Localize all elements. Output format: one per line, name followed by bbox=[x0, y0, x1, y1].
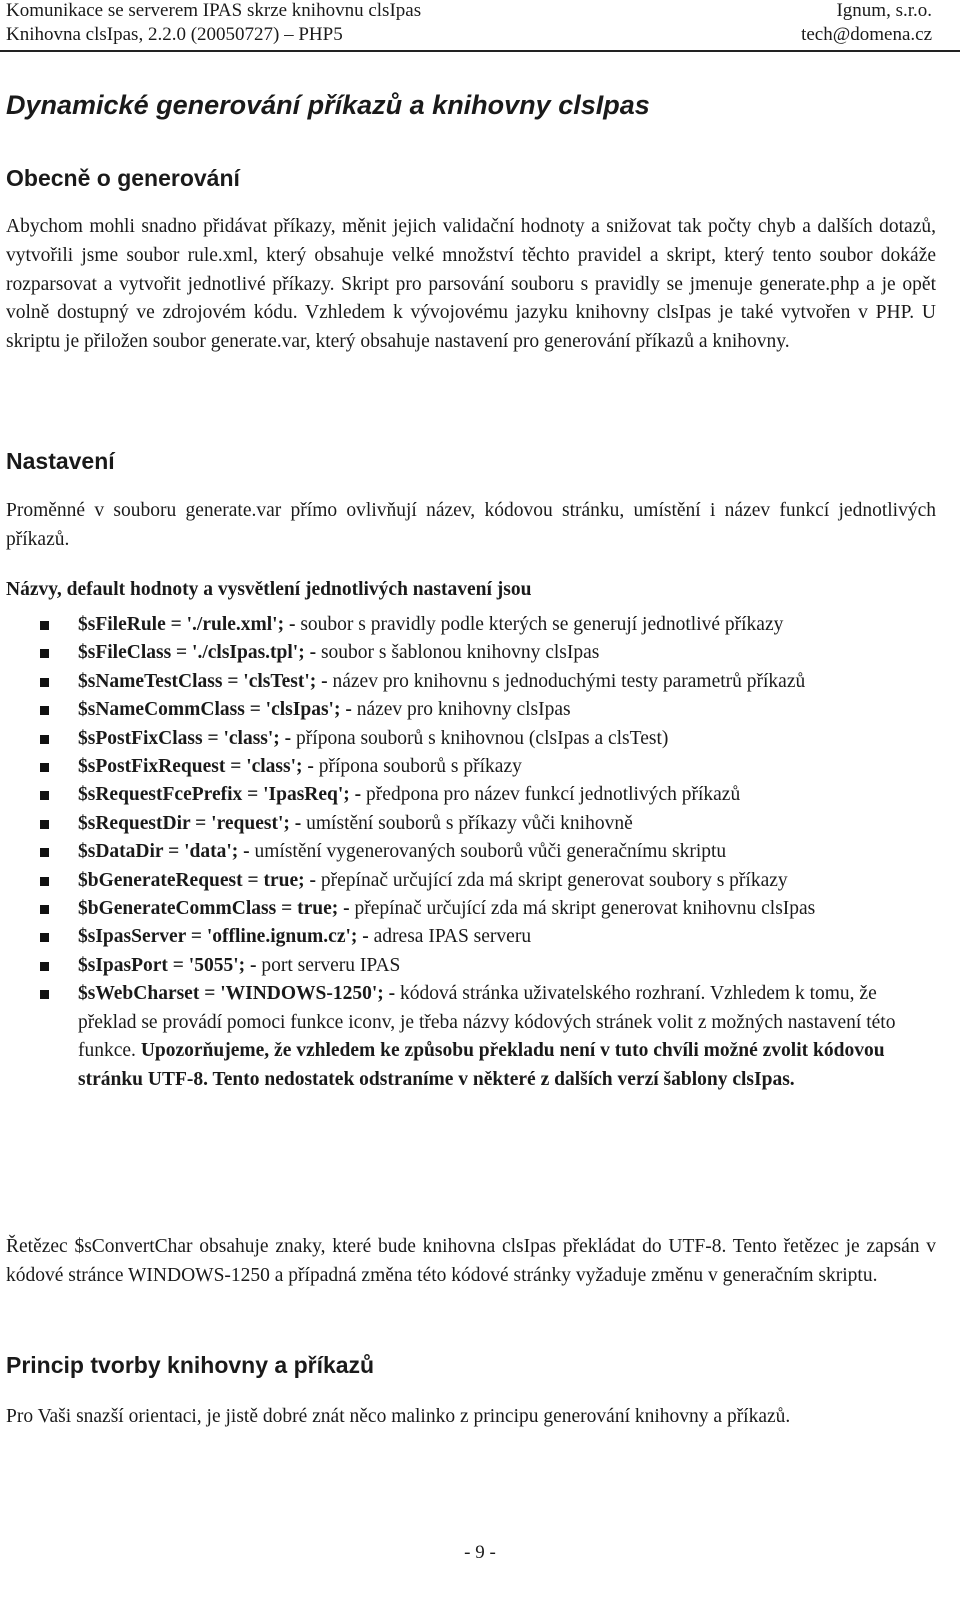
setting-code: $sNameCommClass = 'clsIpas'; - bbox=[78, 699, 352, 721]
section-heading-principle: Princip tvorby knihovny a příkazů bbox=[6, 1352, 375, 1378]
setting-code: $sRequestDir = 'request'; - bbox=[78, 812, 302, 834]
setting-code: $sNameTestClass = 'clsTest'; - bbox=[78, 670, 328, 692]
setting-description: adresa IPAS serveru bbox=[368, 926, 532, 948]
header-title: Komunikace se serverem IPAS skrze knihovnu clsIpas bbox=[6, 0, 422, 21]
section-heading-general: Obecně o generování bbox=[6, 165, 240, 191]
setting-code: $sWebCharset = 'WINDOWS-1250'; - bbox=[78, 983, 396, 1005]
list-item bbox=[0, 696, 930, 724]
list-item bbox=[0, 838, 930, 866]
bullet-square-icon bbox=[40, 848, 49, 857]
header-divider bbox=[0, 50, 960, 52]
list-item bbox=[0, 668, 930, 696]
section-heading-settings: Nastavení bbox=[6, 448, 115, 474]
section-principle-paragraph: Pro Vaši snazší orientaci, je jistě dobré znát něco malinko z principu generování knihovny a příkazů. bbox=[6, 1406, 791, 1427]
list-item bbox=[0, 810, 930, 838]
charset-warning: Upozorňujeme, že vzhledem ke způsobu překladu není v tuto chvíli možné zvolit kódovou stránku UTF-8. Tento nedostatek odstraníme v některé z dalších verzí šablony clsIpas. bbox=[78, 1040, 885, 1090]
setting-description: název pro knihovny clsIpas bbox=[351, 699, 571, 721]
page-title: Dynamické generování příkazů a knihovny clsIpas bbox=[6, 90, 650, 120]
bullet-square-icon bbox=[40, 621, 49, 630]
bullet-square-icon bbox=[40, 706, 49, 715]
setting-description: umístění vygenerovaných souborů vůči generačnímu skriptu bbox=[249, 841, 727, 863]
list-item bbox=[0, 639, 930, 667]
setting-code: $bGenerateCommClass = true; - bbox=[78, 898, 350, 920]
bullet-square-icon bbox=[40, 933, 49, 942]
header-email: tech@domena.cz bbox=[801, 24, 932, 45]
setting-description: soubor s šablonou knihovny clsIpas bbox=[316, 642, 600, 664]
section-general-paragraph: Abychom mohli snadno přidávat příkazy, měnit jejich validační hodnoty a snižovat tak počty chyb a dalších dotazů, vytvořili jsme soubor rule.xml, který obsahuje velké množství těchto pravidel a skript, který tento soubor dokáže rozparsovat a vytvořit jednotlivé příkazy. Skript pro parsování souboru s pravidly se jmenuje generate.php a je opět volně dostupný ve zdrojovém kódu. Vzhledem k vývojovému jazyku knihovny clsIpas je také vytvořen v PHP. U skriptu je přiložen soubor generate.var, který obsahuje nastavení pro generování příkazů a knihovny. bbox=[6, 216, 936, 353]
bullet-square-icon bbox=[40, 735, 49, 744]
header-company: Ignum, s.r.o. bbox=[836, 0, 932, 21]
convert-char-paragraph: Řetězec $sConvertChar obsahuje znaky, které bude knihovna clsIpas překládat do UTF-8. Tento řetězec je zapsán v kódové stránce WINDOWS-1250 a případná změna této kódové stránky vyžaduje změnu v generačním skriptu. bbox=[6, 1236, 936, 1287]
setting-code: $sFileRule = './rule.xml'; - bbox=[78, 614, 296, 635]
setting-code: $sIpasServer = 'offline.ignum.cz'; - bbox=[78, 926, 369, 948]
setting-description: přepínač určující zda má skript generovat knihovnu clsIpas bbox=[349, 898, 816, 920]
setting-description: umístění souborů s příkazy vůči knihovně bbox=[301, 812, 633, 834]
settings-list-heading: Názvy, default hodnoty a vysvětlení jednotlivých nastavení jsou bbox=[6, 579, 532, 600]
setting-description: přípona souborů s příkazy bbox=[313, 756, 522, 778]
setting-description: přepínač určující zda má skript generovat soubory s příkazy bbox=[316, 869, 788, 891]
bullet-square-icon bbox=[40, 820, 49, 829]
setting-description: port serveru IPAS bbox=[256, 954, 401, 976]
list-item bbox=[0, 952, 930, 980]
bullet-square-icon bbox=[40, 763, 49, 772]
bullet-square-icon bbox=[40, 678, 49, 687]
settings-list bbox=[0, 611, 960, 1094]
setting-code: $sDataDir = 'data'; - bbox=[78, 841, 250, 863]
setting-code: $sPostFixRequest = 'class'; - bbox=[78, 756, 314, 778]
setting-code: $sIpasPort = '5055'; - bbox=[78, 954, 257, 976]
setting-code: $sFileClass = './clsIpas.tpl'; - bbox=[78, 642, 317, 664]
header-version: Knihovna clsIpas, 2.2.0 (20050727) – PHP5 bbox=[6, 24, 343, 45]
list-item bbox=[0, 753, 930, 781]
setting-description: přípona souborů s knihovnou (clsIpas a clsTest) bbox=[291, 727, 669, 749]
setting-code: $sPostFixClass = 'class'; - bbox=[78, 727, 292, 749]
setting-description: předpona pro název funkcí jednotlivých příkazů bbox=[361, 784, 741, 806]
list-item bbox=[0, 980, 930, 1094]
setting-description: soubor s pravidly podle kterých se generují jednotlivé příkazy bbox=[295, 614, 784, 635]
list-item bbox=[0, 923, 930, 951]
setting-description: kódová stránka uživatelského rozhraní. Vzhledem k tomu, že překlad se provádí pomoci funkce iconv, je třeba názvy kódových stránek volit z možných nastavení této funkce. bbox=[78, 983, 896, 1062]
list-item bbox=[0, 867, 930, 895]
list-item bbox=[0, 781, 930, 809]
list-item bbox=[0, 895, 930, 923]
list-item bbox=[0, 725, 930, 753]
bullet-square-icon bbox=[40, 962, 49, 971]
bullet-square-icon bbox=[40, 791, 49, 800]
setting-code: $bGenerateRequest = true; - bbox=[78, 869, 317, 891]
setting-description: název pro knihovnu s jednoduchými testy parametrů příkazů bbox=[327, 670, 806, 692]
setting-code: $sRequestFcePrefix = 'IpasReq'; - bbox=[78, 784, 362, 806]
list-item bbox=[0, 611, 930, 639]
bullet-square-icon bbox=[40, 649, 49, 658]
bullet-square-icon bbox=[40, 877, 49, 886]
section-settings-paragraph: Proměnné v souboru generate.var přímo ovlivňují název, kódovou stránku, umístění i název funkcí jednotlivých příkazů. bbox=[6, 500, 936, 550]
bullet-square-icon bbox=[40, 905, 49, 914]
page-number: - 9 - bbox=[464, 1542, 496, 1563]
bullet-square-icon bbox=[40, 990, 49, 999]
